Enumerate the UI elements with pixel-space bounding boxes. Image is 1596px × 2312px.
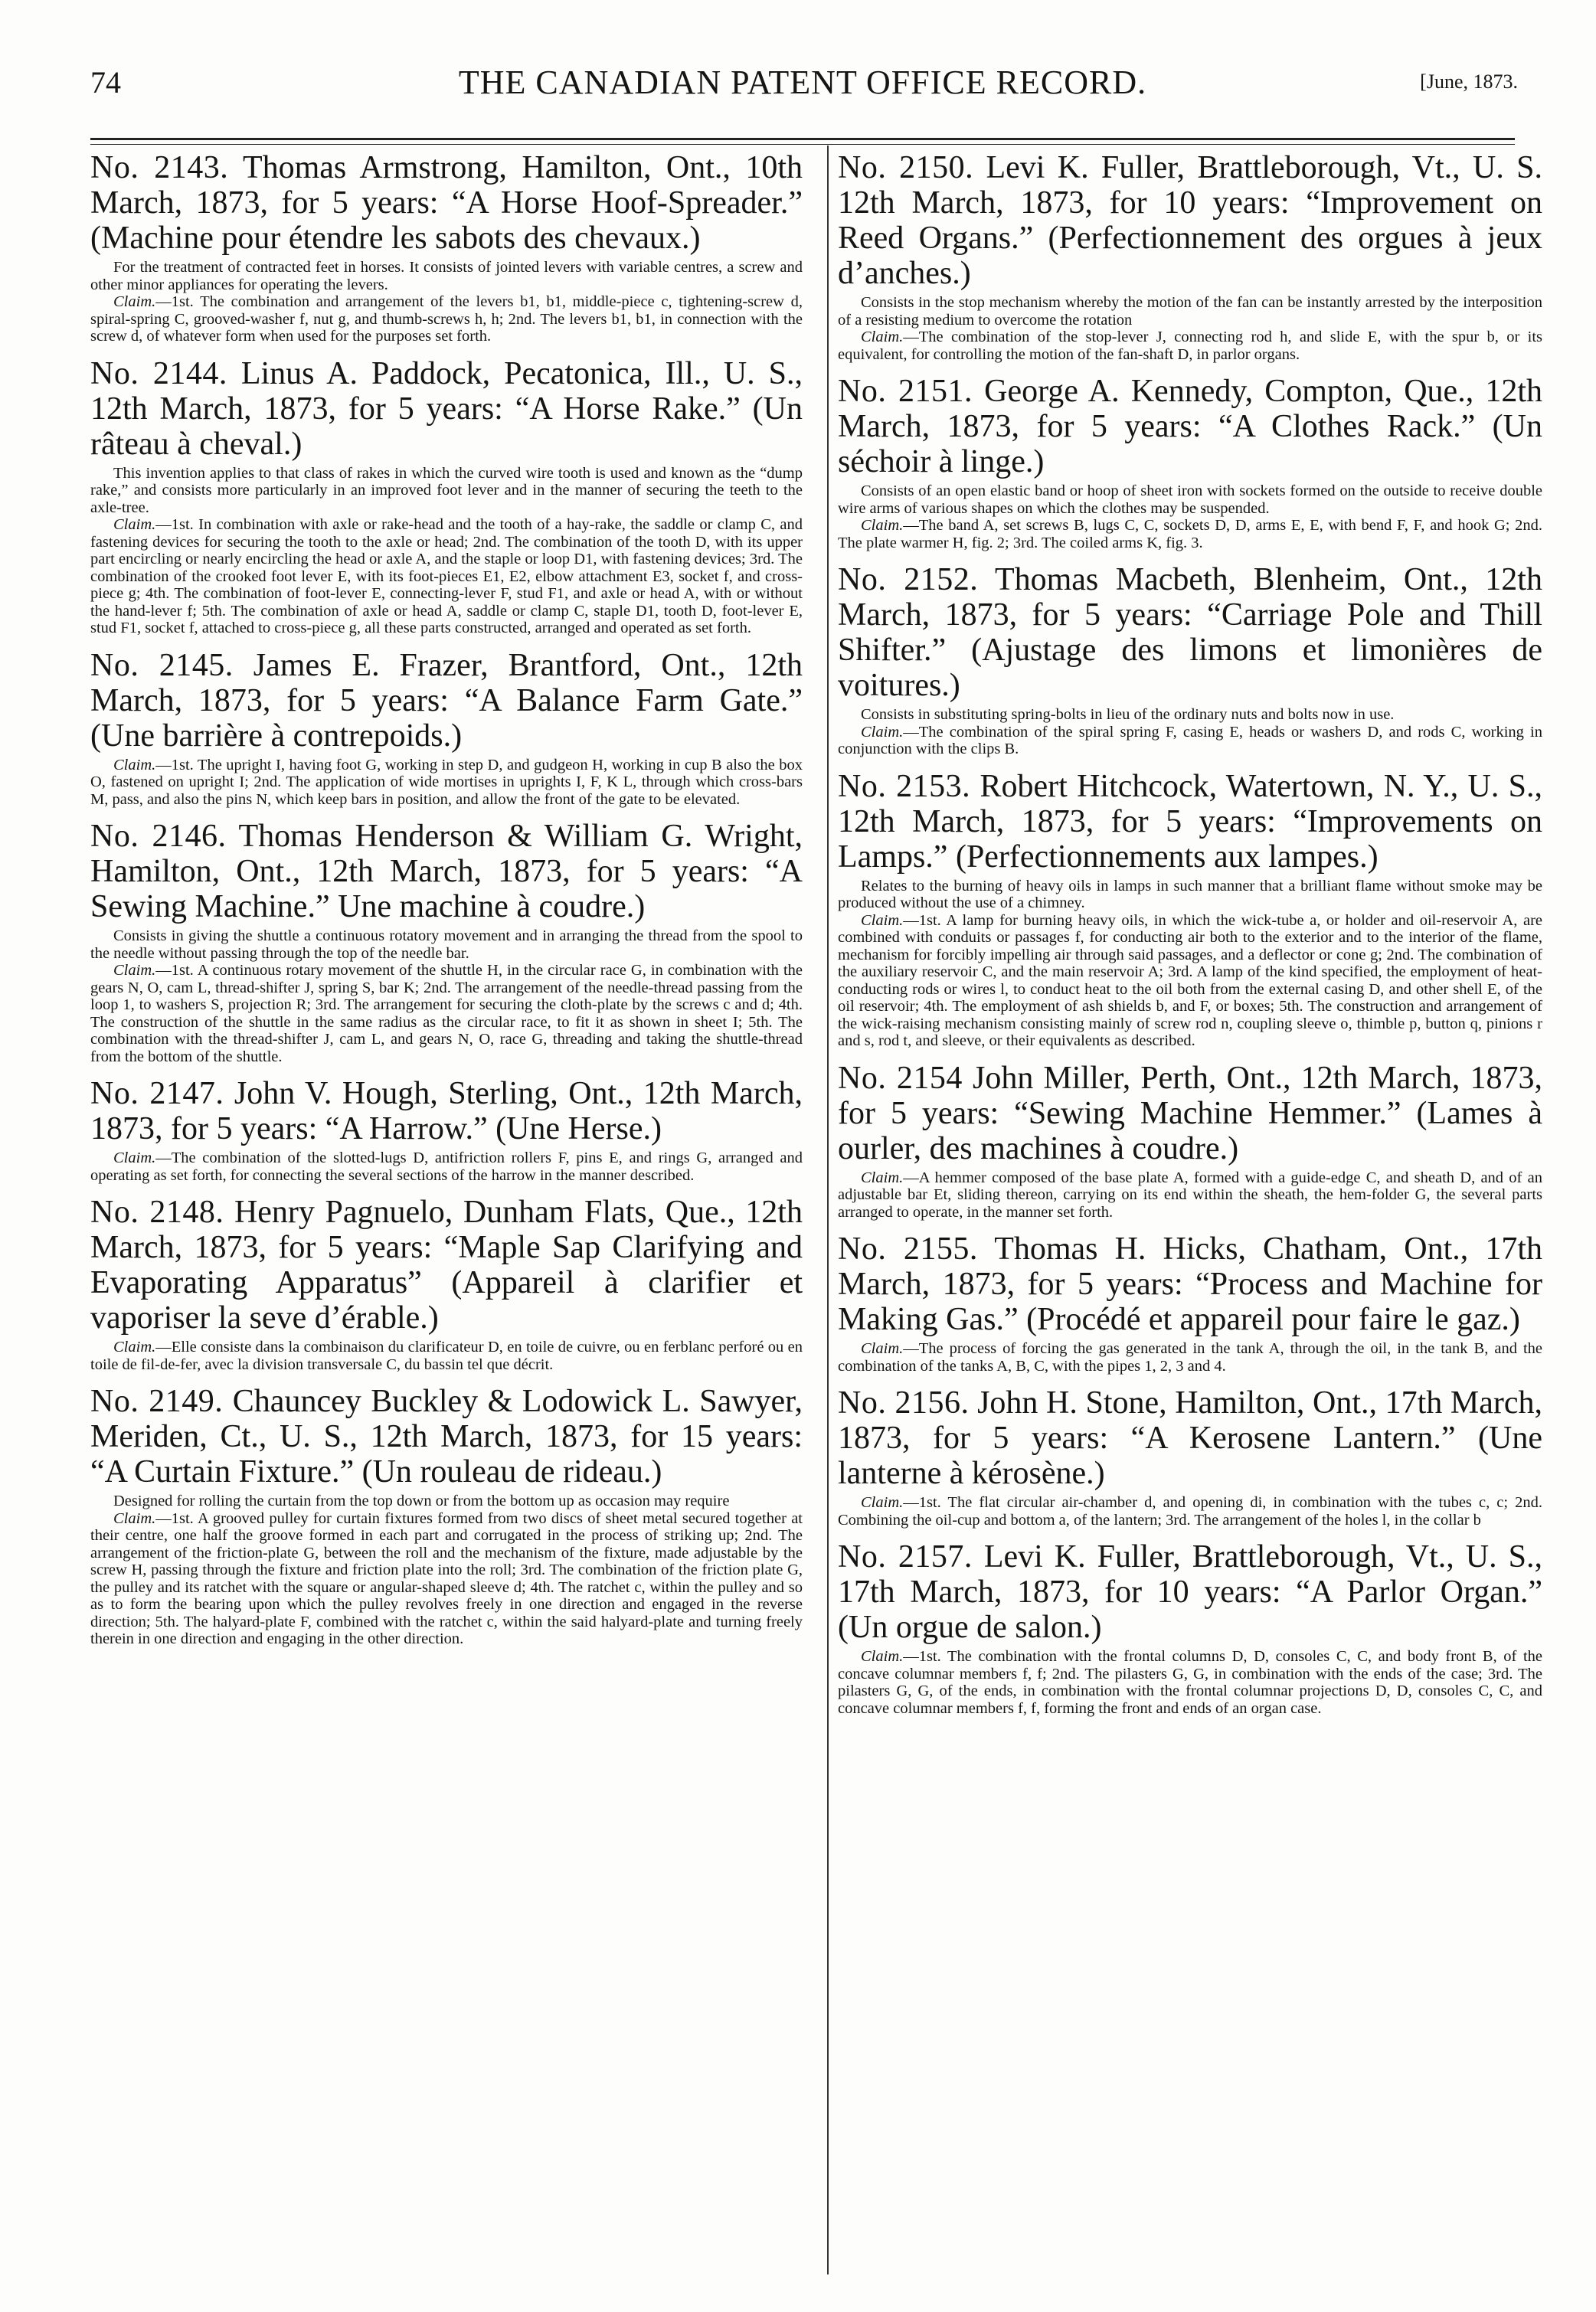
patent-title: Thomas Henderson & William G. Wright, Hamilton, Ont., 12th March, 1873, for 5 years: “A Sewing Machine.” Une machine à coudre.) — [90, 819, 803, 924]
patent-claim — [838, 1169, 1542, 1221]
claim-text: —1st. The flat circular air-chamber d, and opening di, in combination with the tubes c, c; 2nd. Combining the oil-cup and bottom a, of the lantern; 3rd. The arrangement of the holes l, in the collar b — [838, 1494, 1542, 1529]
patent-body — [90, 1493, 803, 1648]
claim-label: Claim. — [861, 723, 904, 741]
patent-heading — [90, 1384, 803, 1490]
claim-text: —The combination of the spiral spring F, casing E, heads or washers D, and rods C, working in conjunction with the clips B. — [838, 723, 1542, 757]
patent-title: Thomas H. Hicks, Chatham, Ont., 17th March, 1873, for 5 years: “Process and Machine for Making Gas.” (Procédé et appareil pour faire le gaz.) — [838, 1231, 1542, 1337]
patent-entry — [90, 1195, 803, 1373]
patent-body — [90, 757, 803, 809]
claim-text: —The process of forcing the gas generated in the tank A, through the oil, in the tank B, and the combination of the tanks A, B, C, with the pipes 1, 2, 3 and 4. — [838, 1340, 1542, 1375]
patent-number: No. 2155. — [838, 1231, 978, 1267]
claim-label: Claim. — [113, 1339, 156, 1355]
patent-description: Consists in substituting spring-bolts in lieu of the ordinary nuts and bolts now in use. — [861, 706, 1395, 723]
claim-text: —A hemmer composed of the base plate A, formed with a guide-edge C, and sheath D, and of an adjustable bar Et, sliding thereon, carrying on its end within the sheath, the hem-folder G, the several parts arranged to operate, in the manner set forth. — [838, 1169, 1542, 1221]
patent-heading — [838, 150, 1542, 291]
patent-claim — [90, 1510, 803, 1648]
patent-title: George A. Kennedy, Compton, Que., 12th March, 1873, for 5 years: “A Clothes Rack.” (Un séchoir à linge.) — [838, 374, 1542, 479]
claim-label: Claim. — [113, 1149, 156, 1166]
patent-heading — [90, 150, 803, 256]
patent-claim — [838, 1494, 1542, 1529]
patent-claim — [90, 516, 803, 637]
patent-title: Robert Hitchcock, Watertown, N. Y., U. S., 12th March, 1873, for 5 years: “Improvements on Lamps.” (Perfectionnements aux lampes.) — [838, 768, 1542, 875]
patent-claim — [90, 962, 803, 1065]
patent-claim — [838, 912, 1542, 1050]
claim-text: —The combination of the slotted-lugs D, antifriction rollers F, pins E, and rings G, arranged and operating as set forth, for connecting the several sections of the harrow in the manner described. — [90, 1149, 803, 1184]
patent-number: No. 2151. — [838, 374, 973, 409]
patent-entry — [90, 819, 803, 1065]
patent-description: Designed for rolling the curtain from the top down or from the bottom up as occasion may require — [113, 1493, 730, 1509]
patent-body — [838, 482, 1542, 551]
patent-body — [90, 927, 803, 1065]
patent-heading — [838, 1231, 1542, 1337]
claim-label: Claim. — [113, 516, 156, 533]
claim-text: —1st. A lamp for burning heavy oils, in which the wick-tube a, or holder and oil-reservoir A, are combined with conduits or passages f, for conducting air both to the exterior and to the interior of the flame, mechanism for forcibly impelling air through said passages, and a deflector or cone g; 2nd. The combination of the auxiliary reservoir C, and the main reservoir A; 3rd. A lamp of the kind specified, the employment of heat-conducting rods or wires l, to conduct heat to the oil both from the external casing D, and other shell E, of the oil reservoir; 4th. The employment of ash shields b, and F, or boxes; 5th. The construction and arrangement of the wick-raising mechanism consisting mainly of screw rod n, coupling sleeve o, thimble p, button q, pinions r and s, rod t, and sleeve, or their equivalents as described. — [838, 911, 1542, 1049]
header-rule — [90, 138, 1515, 140]
patent-title: Henry Pagnuelo, Dunham Flats, Que., 12th March, 1873, for 5 years: “Maple Sap Clarifying and Evaporating Apparatus” (Appareil à clarifier et vaporiser la seve d’érable.) — [90, 1195, 803, 1336]
claim-label: Claim. — [861, 517, 904, 534]
patent-title: John Miller, Perth, Ont., 12th March, 1873, for 5 years: “Sewing Machine Hemmer.” (Lames à ourler, des machines à coudre.) — [838, 1060, 1542, 1166]
patent-claim — [838, 329, 1542, 363]
patent-entry — [838, 769, 1542, 1050]
patent-number: No. 2152. — [838, 562, 979, 597]
patent-description: Consists of an open elastic band or hoop of sheet iron with sockets formed on the outside to receive double wire arms of various shapes on which the clothes may be suspended. — [838, 482, 1542, 517]
claim-label: Claim. — [113, 1509, 156, 1527]
header-rule-thin — [90, 144, 1515, 145]
page-header — [83, 60, 1522, 113]
claim-text: —1st. The upright I, having foot G, working in step D, and gudgeon H, working in cup B also the box O, fastened on upright I; 2nd. The application of wide mortises in uprights I, F, K L, through which cross-bars M, pass, and also the pins N, which keep bars in position, and allow the front of the gate to be elevated. — [90, 756, 803, 808]
claim-label: Claim. — [861, 1494, 904, 1511]
right-column — [838, 150, 1542, 2271]
patent-title: James E. Frazer, Brantford, Ont., 12th March, 1873, for 5 years: “A Balance Farm Gate.” (Une barrière à contrepoids.) — [90, 647, 803, 754]
patent-number: No. 2153. — [838, 768, 971, 804]
patent-body — [838, 294, 1542, 363]
patent-title: Levi K. Fuller, Brattleborough, Vt., U. S., 17th March, 1873, for 10 years: “A Parlor Organ.” (Un orgue de salon.) — [838, 1539, 1542, 1645]
patent-heading — [90, 819, 803, 924]
patent-description: Consists in the stop mechanism whereby the motion of the fan can be instantly arrested by the interposition of a resisting medium to overcome the rotation — [838, 294, 1542, 329]
patent-claim — [90, 293, 803, 345]
patent-number: No. 2148. — [90, 1195, 224, 1230]
claim-text: —1st. In combination with axle or rake-head and the tooth of a hay-rake, the saddle or clamp C, and fastening devices for securing the tooth to the axle or head; 2nd. The combination of the tooth D, with its upper part encircling or nearly encircling the head or axle A, and the staple or loop D1, with fastening devices; 3rd. The combination of the crooked foot lever E, with its foot-pieces E1, E2, elbow attachment E3, socket f, and cross-piece g; 4th. The combination of foot-lever E, connecting-lever F, stud F1, and axle or head A, with or without the hand-lever f; 5th. The combination of axle or head A, saddle or clamp C, staple D1, tooth D, foot-lever E, stud F1, socket f, attached to cross-piece g, all these parts constructed, arranged and operated as set forth. — [90, 516, 803, 636]
patent-heading — [90, 648, 803, 754]
patent-title: Linus A. Paddock, Pecatonica, Ill., U. S., 12th March, 1873, for 5 years: “A Horse Rake.” (Un râteau à cheval.) — [90, 355, 803, 462]
patent-claim — [90, 1339, 803, 1373]
claim-text: —1st. The combination with the frontal columns D, D, consoles C, C, and body front B, of the concave columnar members f, f; 2nd. The pilasters G, G, in combination with the ends of the case; 3rd. The pilasters G, G, of the ends, in combination with the frontal columnar projections D, D, consoles C, C, and concave columnar members f, f, forming the front and ends of an organ case. — [838, 1648, 1542, 1717]
patent-entry — [90, 1384, 803, 1648]
issue-date: [June, 1873. — [1420, 70, 1518, 93]
column-divider — [827, 146, 829, 2274]
patent-title: Levi K. Fuller, Brattleborough, Vt., U. S. 12th March, 1873, for 10 years: “Improvement on Reed Organs.” (Perfectionnement des orgues à jeux d’anches.) — [838, 150, 1542, 291]
claim-label: Claim. — [861, 1169, 904, 1186]
claim-text: —The band A, set screws B, lugs C, C, sockets D, D, arms E, E, with bend F, F, and hook G; 2nd. The plate warmer H, fig. 2; 3rd. The coiled arms K, fig. 3. — [838, 517, 1542, 551]
page-number: 74 — [90, 65, 121, 100]
patent-entry — [838, 1061, 1542, 1221]
patent-number: No. 2149. — [90, 1384, 224, 1419]
patent-description: For the treatment of contracted feet in horses. It consists of jointed levers with variable centres, a screw and other minor appliances for operating the levers. — [90, 259, 803, 293]
claim-text: —The combination of the stop-lever J, connecting rod h, and slide E, with the spur b, or its equivalent, for controlling the motion of the fan-shaft D, in parlor organs. — [838, 329, 1542, 363]
patent-entry — [838, 374, 1542, 551]
patent-body — [838, 1169, 1542, 1221]
claim-label: Claim. — [861, 329, 904, 345]
claim-text: —1st. A grooved pulley for curtain fixtures formed from two discs of sheet metal secured together at their centre, one half the groove formed in each part and corrugated in the process of striking up; 2nd. The arrangement of the friction-plate G, between the roll and the mechanism of the fixture, made adjustable by the screw H, passing through the fixture and friction plate into the roll; 3rd. The combination of the friction plate G, the pulley and its ratchet with the square or angular-shaped sleeve d; 4th. The ratchet c, within the pulley and so as to form the bearing upon which the pulley revolves freely in one direction and engaged in the reverse direction; 5th. The halyard-plate F, combined with the ratchet c, within the said halyard-plate and turning freely therein in one direction and engaging in the other direction. — [90, 1509, 803, 1647]
patent-body — [838, 1340, 1542, 1375]
patent-number: No. 2144. — [90, 355, 227, 391]
patent-body — [838, 1494, 1542, 1529]
claim-label: Claim. — [113, 293, 156, 310]
patent-entry — [90, 1076, 803, 1184]
patent-body — [838, 706, 1542, 758]
claim-label: Claim. — [861, 1648, 904, 1665]
patent-heading — [838, 769, 1542, 875]
patent-description: Relates to the burning of heavy oils in lamps in such manner that a brilliant flame without smoke may be produced without the use of a chimney. — [838, 877, 1542, 911]
patent-body — [90, 1149, 803, 1184]
claim-label: Claim. — [113, 756, 156, 773]
patent-title: Chauncey Buckley & Lodowick L. Sawyer, Meriden, Ct., U. S., 12th March, 1873, for 15 years: “A Curtain Fixture.” (Un rouleau de rideau.) — [90, 1384, 803, 1490]
patent-entry — [90, 356, 803, 637]
patent-body — [838, 878, 1542, 1050]
claim-text: —1st. A continuous rotary movement of the shuttle H, in the circular race G, in combination with the gears N, O, cam L, thread-shifter J, spring S, bar K; 2nd. The arrangement of the needle-thread passing from the loop 1, to washers S, projection R; 3rd. The arrangement for securing the cloth-plate by the screws c and d; 4th. The construction of the shuttle in the same radius as the circular race, to fit it as shown in sheet I; 5th. The combination with the thread-shifter J, cam L, and gears N, O, race G, threading and taking the shuttle-thread from the bottom of the shuttle. — [90, 962, 803, 1065]
patent-entry — [838, 150, 1542, 363]
patent-heading — [838, 374, 1542, 479]
patent-title: Thomas Macbeth, Blenheim, Ont., 12th March, 1873, for 5 years: “Carriage Pole and Thill Shifter.” (Ajustage des limons et limonières de voitures.) — [838, 562, 1542, 703]
patent-number: No. 2156. — [838, 1385, 970, 1421]
journal-title: THE CANADIAN PATENT OFFICE RECORD. — [458, 64, 1147, 101]
claim-label: Claim. — [861, 911, 904, 929]
patent-claim — [90, 1149, 803, 1184]
patent-title: Thomas Armstrong, Hamilton, Ont., 10th March, 1873, for 5 years: “A Horse Hoof-Spreader.” (Machine pour étendre les sabots des chevaux.) — [90, 150, 803, 256]
patent-heading — [838, 1539, 1542, 1645]
patent-claim — [90, 757, 803, 809]
left-column — [90, 150, 803, 2271]
patent-heading — [838, 562, 1542, 703]
patent-claim — [838, 1340, 1542, 1375]
claim-label: Claim. — [113, 962, 156, 979]
patent-body — [838, 1648, 1542, 1717]
patent-title: John H. Stone, Hamilton, Ont., 17th March, 1873, for 5 years: “A Kerosene Lantern.” (Une lanterne à kérosène.) — [838, 1385, 1542, 1491]
patent-entry — [838, 1385, 1542, 1529]
patent-heading — [838, 1061, 1542, 1166]
claim-text: —1st. The combination and arrangement of the levers b1, b1, middle-piece c, tightening-screw d, spiral-spring C, grooved-washer f, nut g, and thumb-screws h, h; 2nd. The levers b1, b1, in connection with the screw d, of whatever form when used for the purposes set forth. — [90, 293, 803, 345]
patent-body — [90, 465, 803, 637]
patent-heading — [90, 356, 803, 462]
patent-entry — [838, 1539, 1542, 1717]
patent-heading — [90, 1195, 803, 1336]
patent-claim — [838, 1648, 1542, 1717]
patent-number: No. 2143. — [90, 150, 229, 185]
patent-claim — [838, 724, 1542, 758]
claim-text: —Elle consiste dans la combinaison du clarificateur D, en toile de cuivre, ou en ferblanc perforé ou en toile de fil-de-fer, avec la division transversale C, du bassin tel que décrit. — [90, 1339, 803, 1373]
patent-description: This invention applies to that class of rakes in which the curved wire tooth is used and known as the “dump rake,” and consists more particularly in an improved foot lever and in the manner of securing the teeth to the axle-tree. — [90, 464, 803, 516]
patent-number: No. 2145. — [90, 647, 234, 683]
patent-description: Consists in giving the shuttle a continuous rotatory movement and in arranging the thread from the spool to the needle without passing through the top of the needle bar. — [90, 927, 803, 962]
patent-claim — [838, 517, 1542, 551]
patent-number: No. 2150. — [838, 150, 974, 185]
patent-number: No. 2146. — [90, 819, 227, 854]
patent-entry — [90, 648, 803, 809]
patent-entry — [90, 150, 803, 345]
patent-heading — [90, 1076, 803, 1146]
patent-number: No. 2154 — [838, 1060, 963, 1096]
patent-body — [90, 1339, 803, 1373]
patent-body — [90, 259, 803, 345]
claim-label: Claim. — [861, 1340, 904, 1357]
patent-entry — [838, 1231, 1542, 1375]
patent-title: John V. Hough, Sterling, Ont., 12th March, 1873, for 5 years: “A Harrow.” (Une Herse.) — [90, 1076, 803, 1146]
patent-number: No. 2157. — [838, 1539, 973, 1575]
patent-number: No. 2147. — [90, 1076, 224, 1111]
patent-heading — [838, 1385, 1542, 1491]
patent-entry — [838, 562, 1542, 758]
